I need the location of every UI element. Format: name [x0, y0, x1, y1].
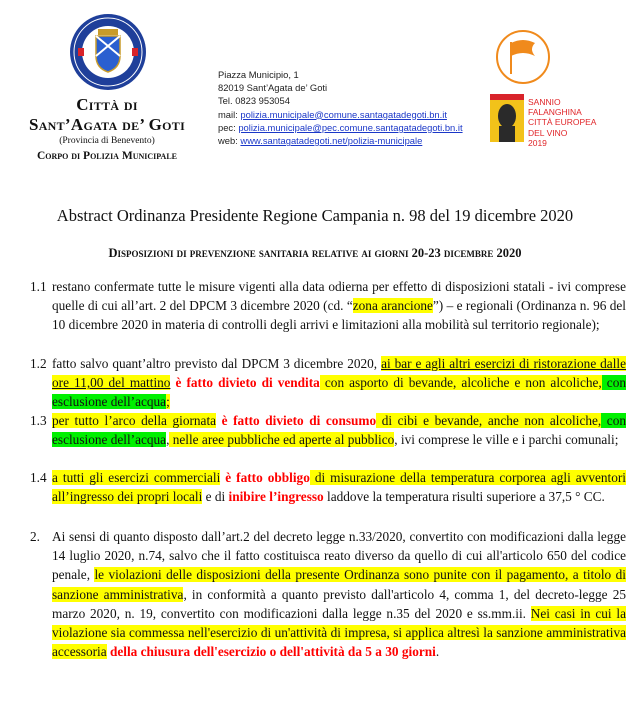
- falanghina-line2: FALANGHINA: [528, 107, 582, 118]
- address-line2: 82019 Sant’Agata de’ Goti: [218, 82, 328, 94]
- list-item: [30, 527, 626, 661]
- text-run: ”) – e regionali (Ordinanza n. 96 del 10 dicembre 2020 in materia di controlli degli arrivi e limitazioni alla mobilità sul territorio regionale);: [52, 298, 626, 333]
- falanghina-text: [528, 97, 596, 148]
- document-title: Abstract Ordinanza Presidente Regione Campania n. 98 del 19 dicembre 2020: [56, 206, 574, 225]
- text-run: laddove la temperatura risulti superiore a 37,5 ° CC.: [323, 489, 605, 505]
- item-text: [52, 411, 626, 449]
- item-text: [52, 468, 626, 506]
- province-label: (Provincia di Benevento): [59, 136, 155, 146]
- alert-run: è fatto obbligo: [225, 470, 310, 485]
- text-run: .: [435, 644, 440, 660]
- mail-link[interactable]: polizia.municipale@comune.santagatadegoti.bn.it: [240, 108, 447, 120]
- falanghina-line3: CITTÀ EUROPEA: [528, 117, 597, 128]
- text-run: , in conformità a quanto previsto dall'articolo 4, comma 1, del decreto-legge 25 marzo 2020, n. 19, convertito con modificazioni dalla legge n.35 del 2020 e ss.mm.ii.: [52, 586, 627, 621]
- alert-run: della chiusura dell'esercizio o dell'attività da 5 a 30 giorni: [106, 644, 436, 660]
- web-line: [218, 134, 463, 147]
- item-text: [52, 354, 626, 412]
- highlight-run: di misurazione della temperatura corporea agli avventori all’ingresso dei propri locali: [52, 470, 626, 505]
- item-number: 2.: [30, 529, 40, 544]
- city-name-line1: Città di: [76, 95, 138, 114]
- highlight-run: zona arancione: [352, 298, 433, 314]
- falanghina-line1: SANNIO: [528, 97, 561, 107]
- highlight-underlined-run: ai bar e agli altri esercizi di ristorazione dalle ore 11,00 del mattino: [52, 356, 627, 391]
- item-number: 1.3: [30, 413, 47, 428]
- pec-line: [218, 121, 463, 134]
- document-subtitle: Disposizioni di prevenzione sanitaria relative ai giorni 20-23 dicembre 2020: [108, 246, 522, 260]
- highlight-run: nelle aree pubbliche ed aperte al pubblico: [169, 432, 395, 448]
- highlight-run: di cibi e bevande, anche non alcoliche,: [376, 413, 602, 428]
- list-item: [30, 411, 626, 449]
- text-run: e di: [202, 489, 229, 505]
- highlight-run: per tutto l’arco della giornata: [52, 413, 217, 428]
- list-item: [30, 277, 626, 335]
- pec-link[interactable]: polizia.municipale@pec.comune.santagatadegoti.bn.it: [238, 121, 463, 133]
- municipal-police-crest-logo: [68, 12, 148, 92]
- corps-label: Corpo di Polizia Municipale: [36, 150, 177, 162]
- web-label: web:: [218, 135, 241, 147]
- text-run: ,: [166, 432, 170, 448]
- item-text: [52, 527, 626, 661]
- mail-label: mail:: [218, 108, 241, 120]
- alert-run: inibire l’ingresso: [228, 489, 324, 505]
- web-link[interactable]: www.santagatadegoti.net/polizia-municipale: [240, 135, 423, 147]
- alert-run: è fatto divieto di vendita: [175, 375, 320, 391]
- falanghina-logo-figure: [490, 94, 524, 142]
- highlight-run: Nei casi in cui la violazione sia commessa nell'esercizio di un'attività di impresa, si applica altresì la sanzione amministrativa accessoria: [52, 605, 626, 660]
- text-run: restano confermate tutte le misure vigenti alla data odierna per effetto di disposizioni statali - ivi comprese quelle di cui all’art. 2 del DPCM 3 dicembre 2020 (cd. “: [52, 279, 626, 314]
- mail-line: [218, 108, 463, 121]
- address-line1: Piazza Municipio, 1: [218, 69, 299, 80]
- highlight-run: le violazioni delle disposizioni della presente Ordinanza sono punite con il pagamento, a titolo di sanzione amministrativa: [52, 567, 626, 602]
- falanghina-line4: DEL VINO: [528, 127, 568, 138]
- item-number: 1.2: [30, 356, 47, 371]
- list-item: [30, 354, 626, 412]
- green-highlight-run: con esclusione dell’acqua: [52, 413, 626, 448]
- text-run: , ivi comprese le ville e i parchi comunali;: [394, 432, 619, 448]
- alert-run: è fatto divieto di consumo: [221, 413, 377, 428]
- green-highlight-run: con esclusione dell’acqua: [52, 375, 627, 410]
- highlight-run: a tutti gli esercizi commerciali: [52, 470, 221, 485]
- highlight-run: ;: [166, 394, 170, 410]
- item-text: [52, 277, 626, 335]
- contact-block: [218, 68, 463, 147]
- item-number: 1.1: [30, 279, 47, 294]
- text-run: fatto salvo quant’altro previsto dal DPCM 3 dicembre 2020,: [52, 356, 382, 371]
- phone-line: Tel. 0823 953054: [218, 95, 290, 107]
- text-run: Ai sensi di quanto disposto dall’art.2 del decreto legge n.33/2020, convertito con modificazioni dalla legge 14 luglio 2020, n.74, salvo che il fatto costituisca reato diverso da quello di cui all'articolo 650 del codice penale,: [52, 529, 626, 583]
- pec-label: pec:: [218, 121, 239, 133]
- city-name-line2: Sant’Agata de’ Goti: [28, 115, 186, 134]
- list-item: [30, 468, 626, 506]
- item-number: 1.4: [30, 470, 47, 485]
- city-block: [22, 95, 192, 165]
- falanghina-line5: 2019: [528, 137, 547, 148]
- bandiera-arancione-logo: [493, 28, 553, 86]
- highlight-run: con asporto di bevande, alcoliche e non alcoliche,: [319, 375, 602, 391]
